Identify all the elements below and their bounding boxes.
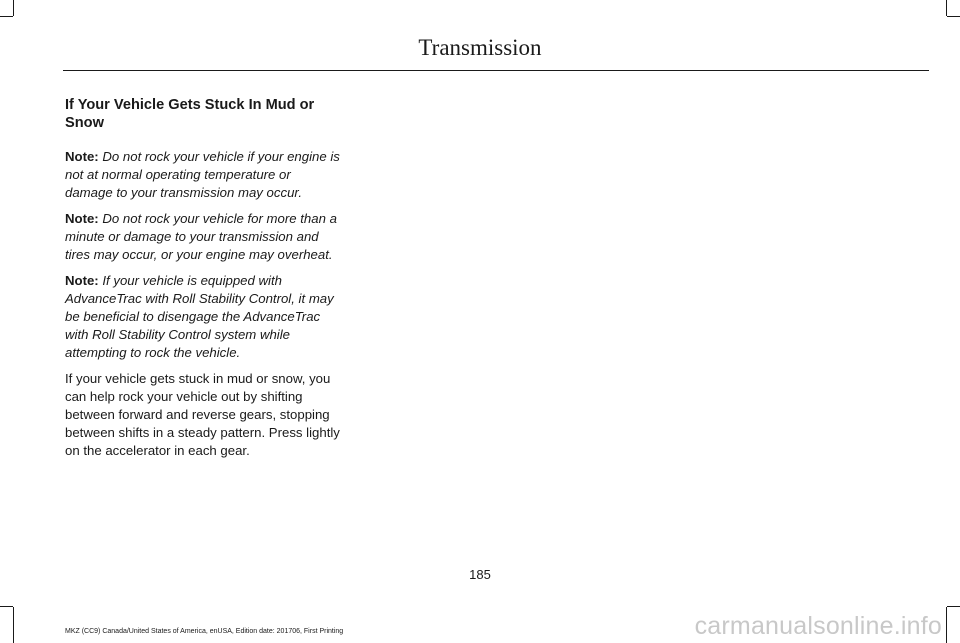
crop-mark-top-left-horizontal	[0, 16, 13, 17]
section-heading: If Your Vehicle Gets Stuck In Mud or Snow	[65, 97, 315, 131]
note-label: Note:	[65, 273, 99, 288]
note-advancetrac	[65, 272, 341, 362]
note-engine-temperature	[65, 148, 341, 202]
note-text: Do not rock your vehicle if your engine is not at normal operating temperature or damage to your transmission may occur.	[65, 149, 340, 200]
note-label: Note:	[65, 149, 99, 164]
crop-mark-bottom-left-vertical	[13, 607, 14, 643]
header-rule	[63, 70, 929, 71]
crop-mark-top-right-vertical	[946, 0, 947, 16]
content-column	[65, 96, 341, 460]
chapter-title: Transmission	[418, 35, 542, 60]
page-number: 185	[469, 567, 491, 582]
crop-mark-top-left-vertical	[13, 0, 14, 16]
crop-mark-bottom-right-vertical	[946, 607, 947, 643]
crop-mark-bottom-right-horizontal	[947, 606, 960, 607]
edition-footer: MKZ (CC9) Canada/United States of America, enUSA, Edition date: 201706, First Printing	[65, 628, 344, 635]
crop-mark-bottom-left-horizontal	[0, 606, 13, 607]
body-paragraph: If your vehicle gets stuck in mud or snow, you can help rock your vehicle out by shifting between forward and reverse gears, stopping between shifts in a steady pattern. Press lightly on the accelerator in each gear.	[65, 371, 340, 458]
note-label: Note:	[65, 211, 99, 226]
crop-mark-top-right-horizontal	[947, 16, 960, 17]
note-rocking-duration	[65, 210, 341, 264]
note-text: If your vehicle is equipped with AdvanceTrac with Roll Stability Control, it may be beneficial to disengage the AdvanceTrac with Roll Stability Control system while attempting to rock the vehicle.	[65, 273, 334, 360]
note-text: Do not rock your vehicle for more than a minute or damage to your transmission and tires may occur, or your engine may overheat.	[65, 211, 337, 262]
watermark: carmanualsonline.info	[694, 612, 942, 640]
